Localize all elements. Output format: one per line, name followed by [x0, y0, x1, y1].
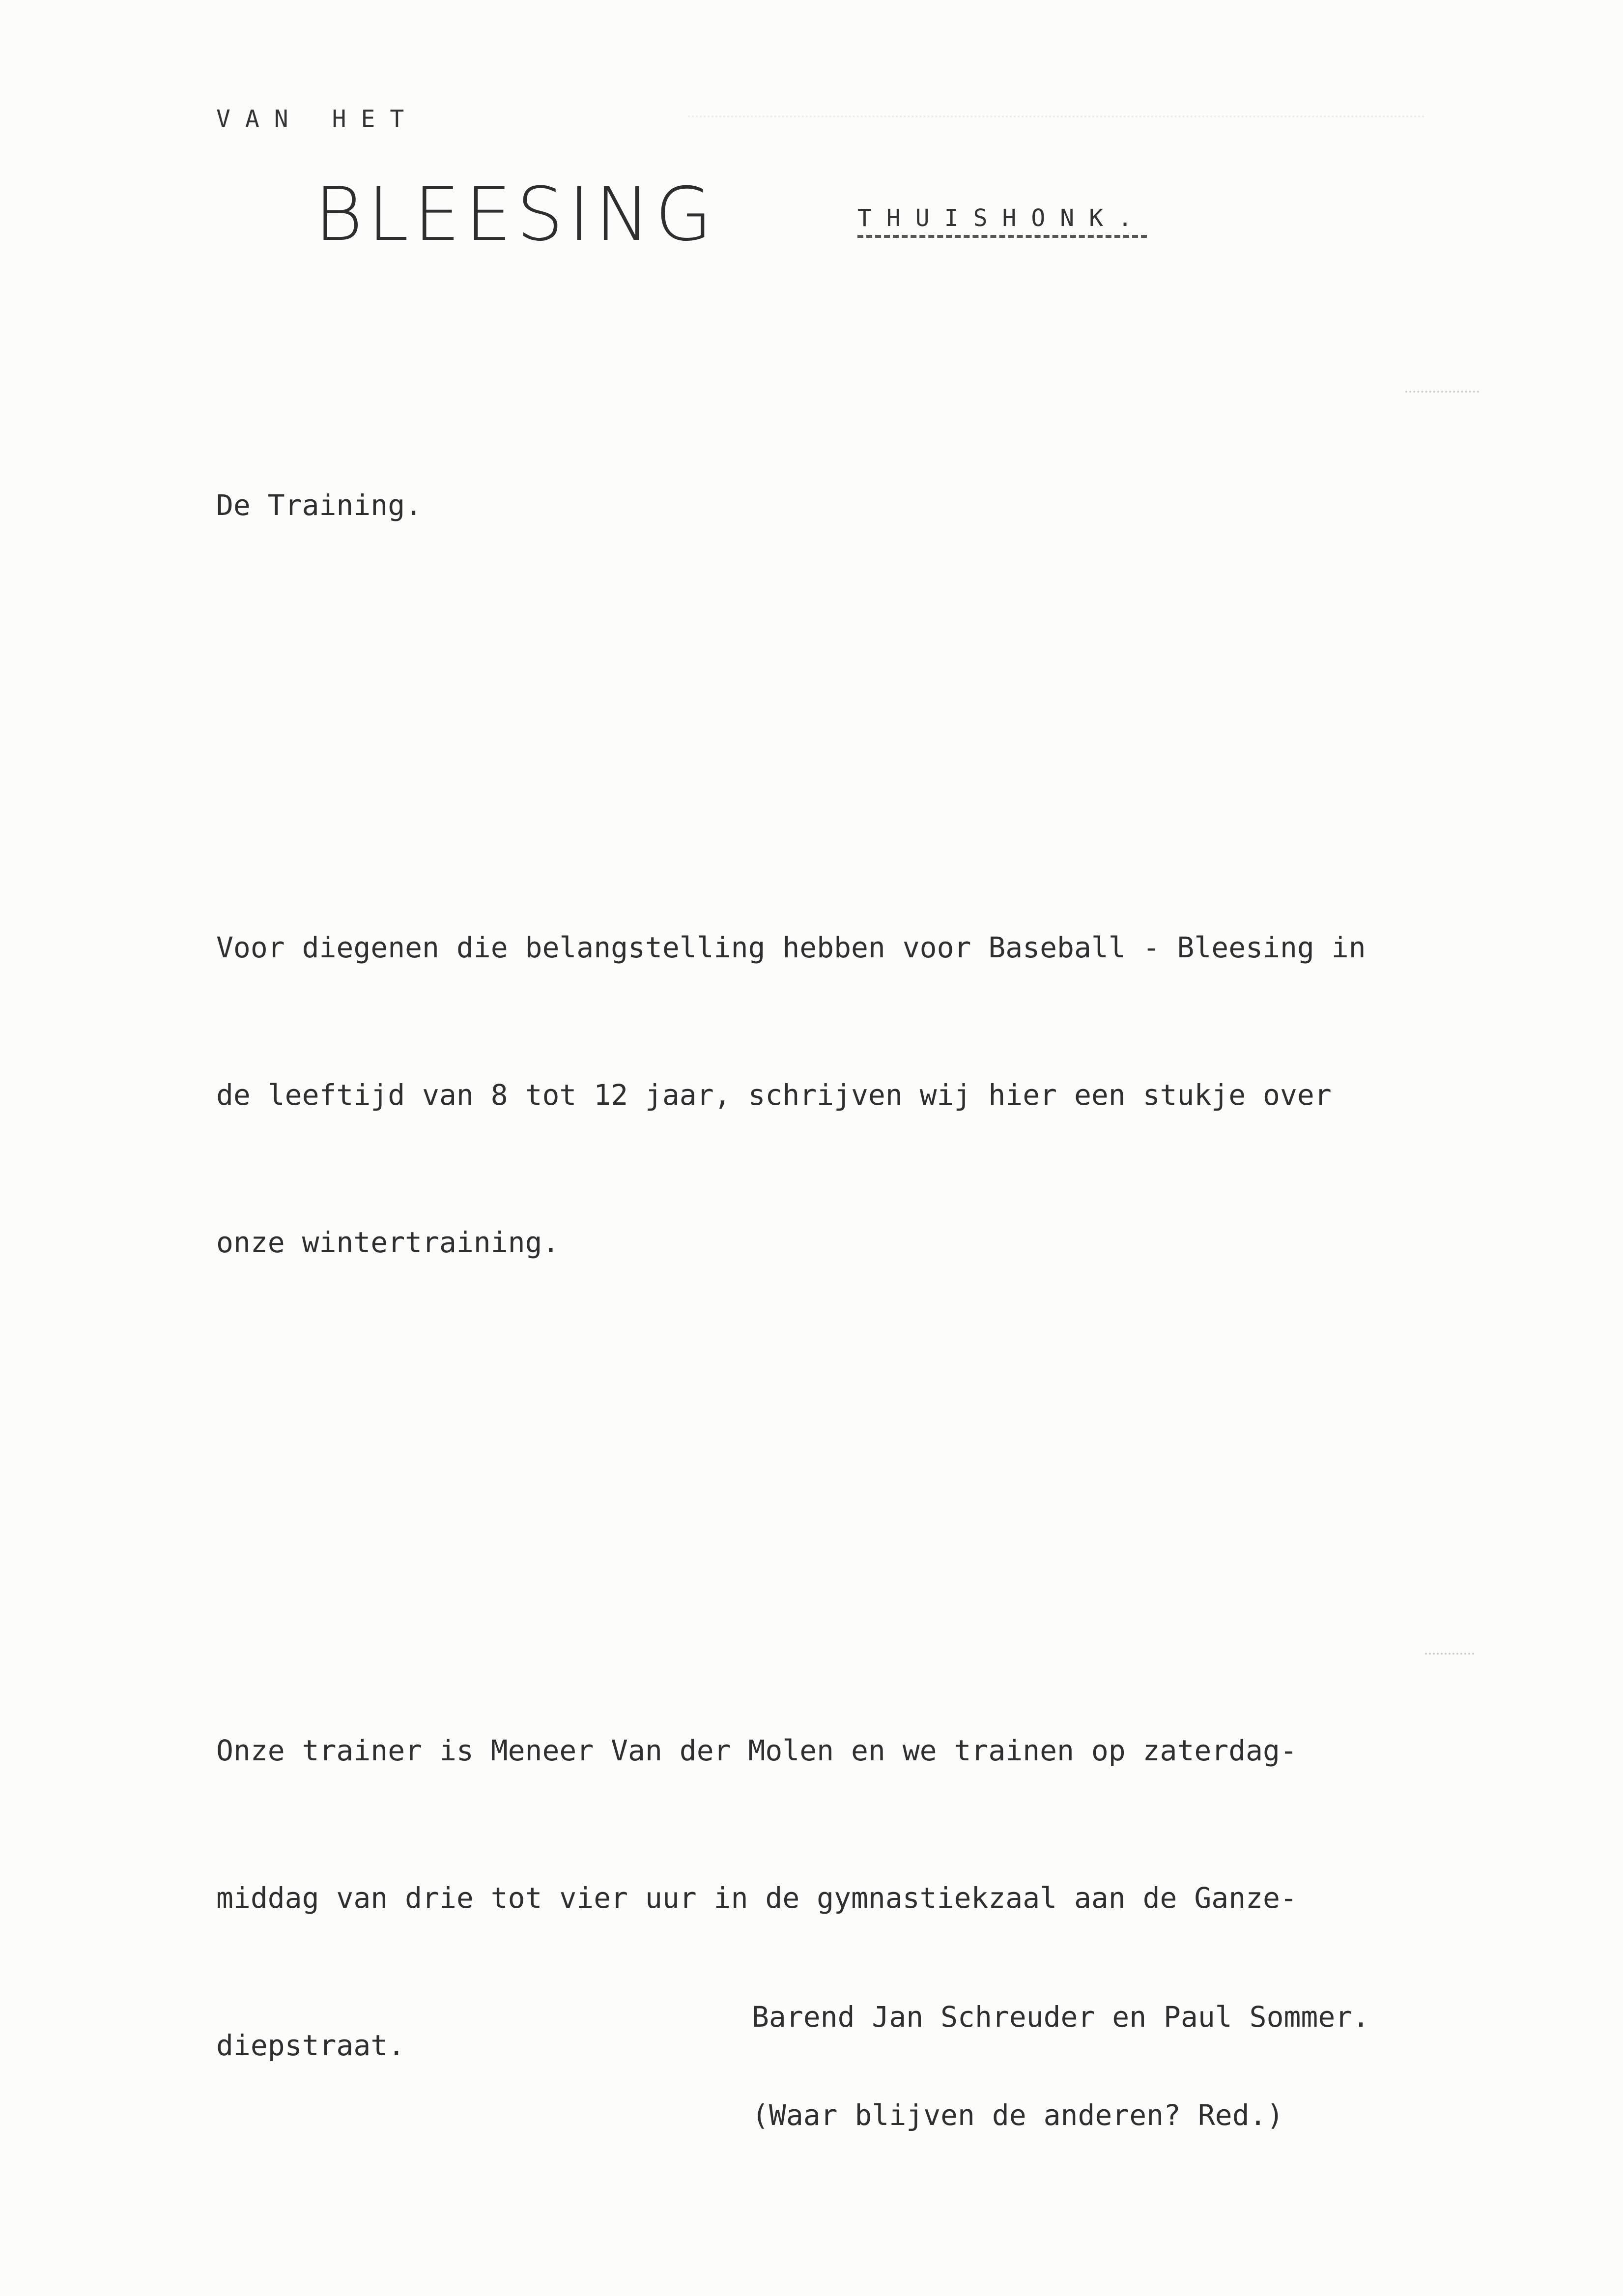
paragraph — [216, 825, 1474, 1365]
paragraph — [216, 1628, 1474, 2168]
signature: Barend Jan Schreuder en Paul Sommer. — [752, 2000, 1370, 2034]
text-line: diepstraat. — [216, 2029, 405, 2062]
section-title: De Training. — [216, 488, 423, 522]
text-line: middag van drie tot vier uur in de gymnastiekzaal aan de Ganze- — [216, 1881, 1297, 1915]
text-line: Voor diegenen die belangstelling hebben voor Baseball - Bleesing in — [216, 931, 1366, 964]
scan-noise — [688, 115, 1425, 117]
text-line: Onze trainer is Meneer Van der Molen en we trainen op zaterdag- — [216, 1734, 1297, 1767]
text-line: de leeftijd van 8 tot 12 jaar, schrijven wij hier een stukje over — [216, 1078, 1332, 1112]
brand-title: BLEESING — [314, 172, 717, 258]
header-right: THUISHONK. — [857, 204, 1147, 238]
header-left: VAN HET — [216, 105, 419, 133]
editor-note: (Waar blijven de anderen? Red.) — [752, 2098, 1284, 2132]
text-line: onze wintertraining. — [216, 1226, 560, 1259]
